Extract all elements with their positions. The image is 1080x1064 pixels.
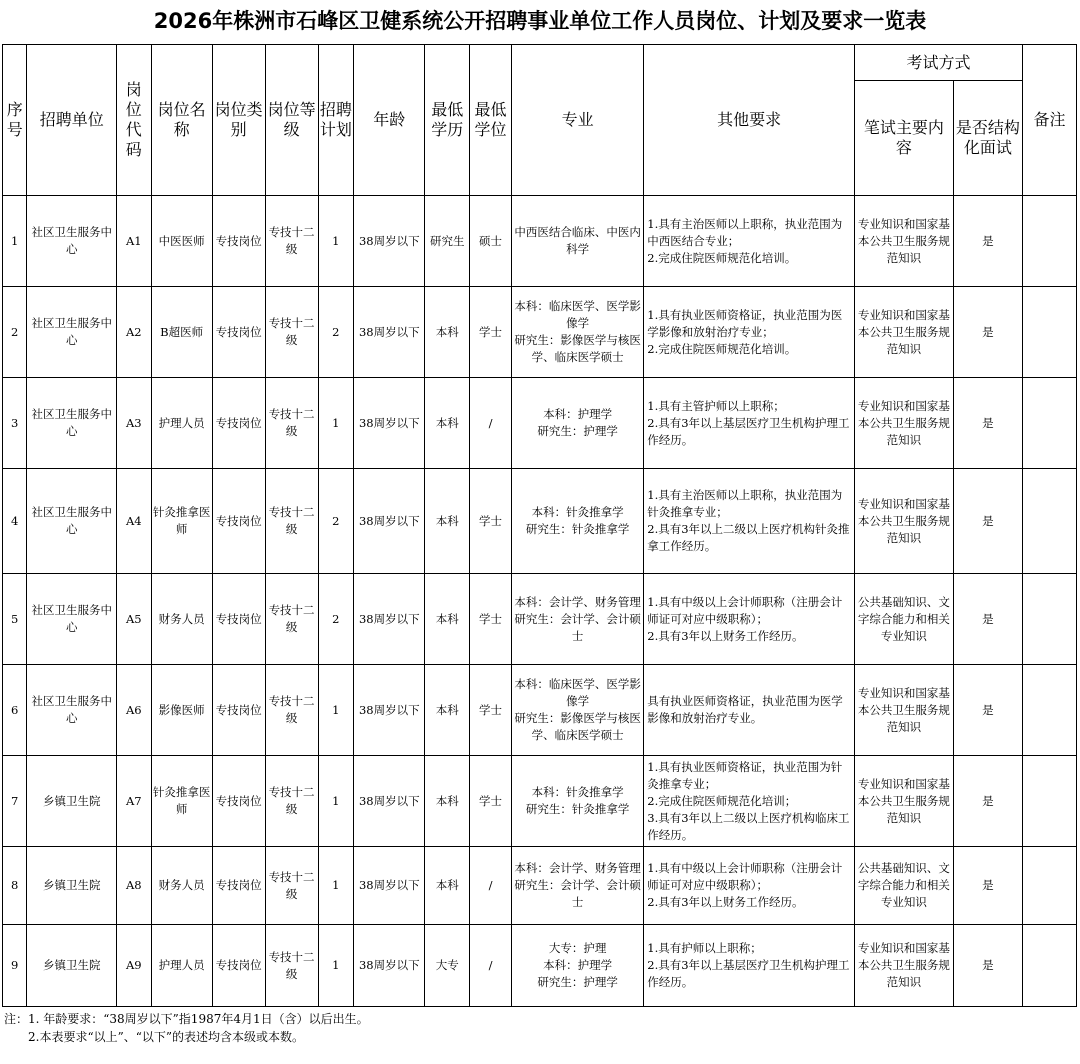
cell-degree: / xyxy=(470,925,512,1007)
cell-interview: 是 xyxy=(953,756,1022,847)
cell-other-line: 2.完成住院医师规范化培训； xyxy=(647,793,797,808)
cell-other-line: 2.完成住院医师规范化培训。 xyxy=(647,250,797,265)
header-degree: 最低学位 xyxy=(470,45,512,196)
page-title: 2026年株洲市石峰区卫健系统公开招聘事业单位工作人员岗位、计划及要求一览表 xyxy=(153,9,927,33)
cell-name: 针灸推拿医师 xyxy=(151,756,212,847)
cell-other-line: 1.具有执业医师资格证，执业范围为医学影像和放射治疗专业； xyxy=(647,307,843,339)
cell-level: 专技十二级 xyxy=(265,469,318,574)
cell-age: 38周岁以下 xyxy=(354,665,425,756)
cell-seq: 8 xyxy=(3,847,27,925)
header-name: 岗位名称 xyxy=(151,45,212,196)
cell-age: 38周岁以下 xyxy=(354,847,425,925)
cell-major-line: 本科：会计学、财务管理 xyxy=(514,594,641,609)
cell-level: 专技十二级 xyxy=(265,756,318,847)
cell-other-line: 1.具有护师以上职称； xyxy=(647,941,762,955)
cell-other-line: 1.具有主治医师以上职称，执业范围为中西医结合专业； xyxy=(647,216,843,248)
cell-major-line: 研究生：会计学、会计硕士 xyxy=(514,878,641,909)
header-interview: 是否结构化面试 xyxy=(953,81,1022,196)
cell-other xyxy=(644,378,855,469)
cell-other-line: 1.具有中级以上会计师职称（注册会计师证可对应中级职称）； xyxy=(647,594,843,626)
table-row xyxy=(3,665,1077,756)
header-age: 年龄 xyxy=(354,45,425,196)
cell-plan: 1 xyxy=(318,925,354,1007)
cell-major-line: 大专：护理 xyxy=(548,941,607,955)
cell-category: 专技岗位 xyxy=(212,378,265,469)
cell-code: A4 xyxy=(117,469,152,574)
cell-code: A7 xyxy=(117,756,152,847)
cell-plan: 1 xyxy=(318,196,354,287)
cell-age: 38周岁以下 xyxy=(354,756,425,847)
cell-age: 38周岁以下 xyxy=(354,469,425,574)
cell-other xyxy=(644,196,855,287)
cell-major-line: 本科：临床医学、医学影像学 xyxy=(514,677,641,708)
cell-name: 护理人员 xyxy=(151,925,212,1007)
table-row xyxy=(3,847,1077,925)
cell-remark xyxy=(1022,847,1076,925)
cell-remark xyxy=(1022,378,1076,469)
cell-seq: 2 xyxy=(3,287,27,378)
cell-degree: 学士 xyxy=(470,287,512,378)
cell-edu: 大专 xyxy=(425,925,470,1007)
table-row xyxy=(3,925,1077,1007)
cell-degree: 学士 xyxy=(470,665,512,756)
cell-edu: 本科 xyxy=(425,287,470,378)
cell-written: 专业知识和国家基本公共卫生服务规范知识 xyxy=(854,925,953,1007)
cell-other-line: 1.具有执业医师资格证，执业范围为针灸推拿专业； xyxy=(647,759,843,791)
cell-major xyxy=(511,378,643,469)
cell-major xyxy=(511,665,643,756)
cell-code: A8 xyxy=(117,847,152,925)
cell-degree: 学士 xyxy=(470,756,512,847)
header-edu: 最低学历 xyxy=(425,45,470,196)
cell-other-line: 2.完成住院医师规范化培训。 xyxy=(647,341,797,356)
cell-code: A3 xyxy=(117,378,152,469)
cell-category: 专技岗位 xyxy=(212,287,265,378)
cell-edu: 本科 xyxy=(425,378,470,469)
cell-written: 专业知识和国家基本公共卫生服务规范知识 xyxy=(854,665,953,756)
cell-remark xyxy=(1022,469,1076,574)
cell-degree: 学士 xyxy=(470,469,512,574)
cell-degree: 硕士 xyxy=(470,196,512,287)
cell-major xyxy=(511,847,643,925)
cell-major xyxy=(511,469,643,574)
cell-code: A2 xyxy=(117,287,152,378)
header-remark: 备注 xyxy=(1022,45,1076,196)
cell-other xyxy=(644,925,855,1007)
table-body xyxy=(3,196,1077,1007)
cell-code: A6 xyxy=(117,665,152,756)
cell-other-line: 1.具有主管护师以上职称； xyxy=(647,398,785,413)
cell-remark xyxy=(1022,925,1076,1007)
cell-major-line: 研究生：影像医学与核医学、临床医学硕士 xyxy=(514,333,641,364)
job-table xyxy=(2,44,1077,1007)
cell-unit: 社区卫生服务中心 xyxy=(27,665,117,756)
cell-plan: 1 xyxy=(318,665,354,756)
cell-seq: 5 xyxy=(3,574,27,665)
cell-name: 影像医师 xyxy=(151,665,212,756)
cell-plan: 1 xyxy=(318,847,354,925)
cell-seq: 3 xyxy=(3,378,27,469)
header-level: 岗位等级 xyxy=(265,45,318,196)
cell-written: 专业知识和国家基本公共卫生服务规范知识 xyxy=(854,378,953,469)
cell-name: 财务人员 xyxy=(151,847,212,925)
cell-level: 专技十二级 xyxy=(265,378,318,469)
cell-seq: 1 xyxy=(3,196,27,287)
cell-code: A5 xyxy=(117,574,152,665)
cell-interview: 是 xyxy=(953,469,1022,574)
cell-unit: 乡镇卫生院 xyxy=(27,925,117,1007)
cell-category: 专技岗位 xyxy=(212,756,265,847)
cell-other-line: 2.具有3年以上基层医疗卫生机构护理工作经历。 xyxy=(647,958,850,989)
cell-unit: 社区卫生服务中心 xyxy=(27,378,117,469)
cell-edu: 研究生 xyxy=(425,196,470,287)
cell-other-line: 2.具有3年以上财务工作经历。 xyxy=(647,628,804,643)
header-other: 其他要求 xyxy=(644,45,855,196)
cell-major xyxy=(511,756,643,847)
cell-other xyxy=(644,847,855,925)
header-category: 岗位类别 xyxy=(212,45,265,196)
cell-remark xyxy=(1022,287,1076,378)
header-written: 笔试主要内容 xyxy=(854,81,953,196)
cell-level: 专技十二级 xyxy=(265,287,318,378)
cell-interview: 是 xyxy=(953,847,1022,925)
cell-other xyxy=(644,574,855,665)
cell-code: A9 xyxy=(117,925,152,1007)
cell-major xyxy=(511,925,643,1007)
cell-written: 公共基础知识、文字综合能力和相关专业知识 xyxy=(854,574,953,665)
cell-major xyxy=(511,287,643,378)
cell-plan: 2 xyxy=(318,574,354,665)
header-seq: 序号 xyxy=(3,45,27,196)
cell-code: A1 xyxy=(117,196,152,287)
cell-written: 专业知识和国家基本公共卫生服务规范知识 xyxy=(854,287,953,378)
cell-age: 38周岁以下 xyxy=(354,287,425,378)
cell-category: 专技岗位 xyxy=(212,665,265,756)
cell-other-line: 2.具有3年以上财务工作经历。 xyxy=(647,895,804,909)
cell-edu: 本科 xyxy=(425,756,470,847)
cell-unit: 乡镇卫生院 xyxy=(27,847,117,925)
header-unit: 招聘单位 xyxy=(27,45,117,196)
cell-name: 财务人员 xyxy=(151,574,212,665)
cell-unit: 社区卫生服务中心 xyxy=(27,287,117,378)
cell-level: 专技十二级 xyxy=(265,847,318,925)
header-plan: 招聘计划 xyxy=(318,45,354,196)
cell-major-line: 本科：针灸推拿学 xyxy=(531,505,624,519)
cell-major xyxy=(511,574,643,665)
cell-major-line: 中西医结合临床、中医内科学 xyxy=(514,225,641,256)
table-row xyxy=(3,574,1077,665)
cell-unit: 社区卫生服务中心 xyxy=(27,574,117,665)
cell-major-line: 研究生：影像医学与核医学、临床医学硕士 xyxy=(514,711,641,742)
cell-level: 专技十二级 xyxy=(265,196,318,287)
cell-edu: 本科 xyxy=(425,469,470,574)
cell-major-line: 本科：临床医学、医学影像学 xyxy=(514,299,641,330)
cell-other xyxy=(644,287,855,378)
cell-other-line: 3.具有3年以上二级以上医疗机构临床工作经历。 xyxy=(647,810,850,842)
cell-age: 38周岁以下 xyxy=(354,925,425,1007)
cell-name: B超医师 xyxy=(151,287,212,378)
cell-name: 护理人员 xyxy=(151,378,212,469)
cell-seq: 6 xyxy=(3,665,27,756)
cell-interview: 是 xyxy=(953,196,1022,287)
cell-age: 38周岁以下 xyxy=(354,378,425,469)
cell-interview: 是 xyxy=(953,287,1022,378)
cell-plan: 2 xyxy=(318,287,354,378)
cell-age: 38周岁以下 xyxy=(354,574,425,665)
cell-degree: 学士 xyxy=(470,574,512,665)
cell-plan: 1 xyxy=(318,378,354,469)
cell-other xyxy=(644,665,855,756)
cell-remark xyxy=(1022,665,1076,756)
notes xyxy=(4,1010,369,1046)
note-2: 2.本表要求“以上”、“以下”的表述均含本级或本数。 xyxy=(28,1030,304,1044)
cell-edu: 本科 xyxy=(425,847,470,925)
cell-degree: / xyxy=(470,378,512,469)
cell-level: 专技十二级 xyxy=(265,574,318,665)
cell-major-line: 本科：护理学 xyxy=(543,958,613,972)
cell-other-line: 2.具有3年以上二级以上医疗机构针灸推拿工作经历。 xyxy=(647,522,850,553)
cell-other-line: 1.具有中级以上会计师职称（注册会计师证可对应中级职称）； xyxy=(647,861,843,892)
cell-degree: / xyxy=(470,847,512,925)
header-code: 岗位代码 xyxy=(117,45,152,196)
cell-major-line: 本科：护理学 xyxy=(543,407,613,421)
table-row xyxy=(3,196,1077,287)
cell-other xyxy=(644,469,855,574)
cell-interview: 是 xyxy=(953,665,1022,756)
cell-written: 公共基础知识、文字综合能力和相关专业知识 xyxy=(854,847,953,925)
table-row xyxy=(3,469,1077,574)
cell-major-line: 研究生：护理学 xyxy=(537,424,618,438)
cell-seq: 7 xyxy=(3,756,27,847)
cell-major-line: 研究生：护理学 xyxy=(537,975,618,989)
cell-other-line: 2.具有3年以上基层医疗卫生机构护理工作经历。 xyxy=(647,415,850,447)
cell-level: 专技十二级 xyxy=(265,925,318,1007)
cell-interview: 是 xyxy=(953,574,1022,665)
cell-seq: 4 xyxy=(3,469,27,574)
cell-remark xyxy=(1022,574,1076,665)
table-row xyxy=(3,756,1077,847)
cell-edu: 本科 xyxy=(425,574,470,665)
cell-plan: 1 xyxy=(318,756,354,847)
header-exam: 考试方式 xyxy=(854,45,1022,81)
cell-edu: 本科 xyxy=(425,665,470,756)
cell-written: 专业知识和国家基本公共卫生服务规范知识 xyxy=(854,756,953,847)
cell-unit: 乡镇卫生院 xyxy=(27,756,117,847)
header-major: 专业 xyxy=(511,45,643,196)
cell-category: 专技岗位 xyxy=(212,847,265,925)
table-row xyxy=(3,287,1077,378)
cell-written: 专业知识和国家基本公共卫生服务规范知识 xyxy=(854,469,953,574)
cell-major-line: 本科：针灸推拿学 xyxy=(531,785,624,799)
cell-plan: 2 xyxy=(318,469,354,574)
table-header xyxy=(3,45,1077,196)
cell-category: 专技岗位 xyxy=(212,469,265,574)
cell-other-line: 具有执业医师资格证，执业范围为医学影像和放射治疗专业。 xyxy=(647,694,843,725)
cell-major xyxy=(511,196,643,287)
cell-seq: 9 xyxy=(3,925,27,1007)
cell-unit: 社区卫生服务中心 xyxy=(27,196,117,287)
cell-name: 针灸推拿医师 xyxy=(151,469,212,574)
cell-major-line: 研究生：针灸推拿学 xyxy=(525,522,630,536)
cell-interview: 是 xyxy=(953,378,1022,469)
cell-major-line: 本科：会计学、财务管理 xyxy=(514,861,641,875)
cell-name: 中医医师 xyxy=(151,196,212,287)
cell-written: 专业知识和国家基本公共卫生服务规范知识 xyxy=(854,196,953,287)
cell-age: 38周岁以下 xyxy=(354,196,425,287)
cell-other-line: 1.具有主治医师以上职称，执业范围为针灸推拿专业； xyxy=(647,488,843,519)
cell-level: 专技十二级 xyxy=(265,665,318,756)
cell-other xyxy=(644,756,855,847)
note-1: 注：1. 年龄要求：“38周岁以下”指1987年4月1日（含）以后出生。 xyxy=(4,1012,369,1026)
cell-major-line: 研究生：针灸推拿学 xyxy=(525,802,630,816)
cell-major-line: 研究生：会计学、会计硕士 xyxy=(514,611,641,643)
cell-category: 专技岗位 xyxy=(212,574,265,665)
cell-category: 专技岗位 xyxy=(212,925,265,1007)
cell-unit: 社区卫生服务中心 xyxy=(27,469,117,574)
cell-remark xyxy=(1022,196,1076,287)
cell-remark xyxy=(1022,756,1076,847)
cell-interview: 是 xyxy=(953,925,1022,1007)
cell-category: 专技岗位 xyxy=(212,196,265,287)
table-row xyxy=(3,378,1077,469)
